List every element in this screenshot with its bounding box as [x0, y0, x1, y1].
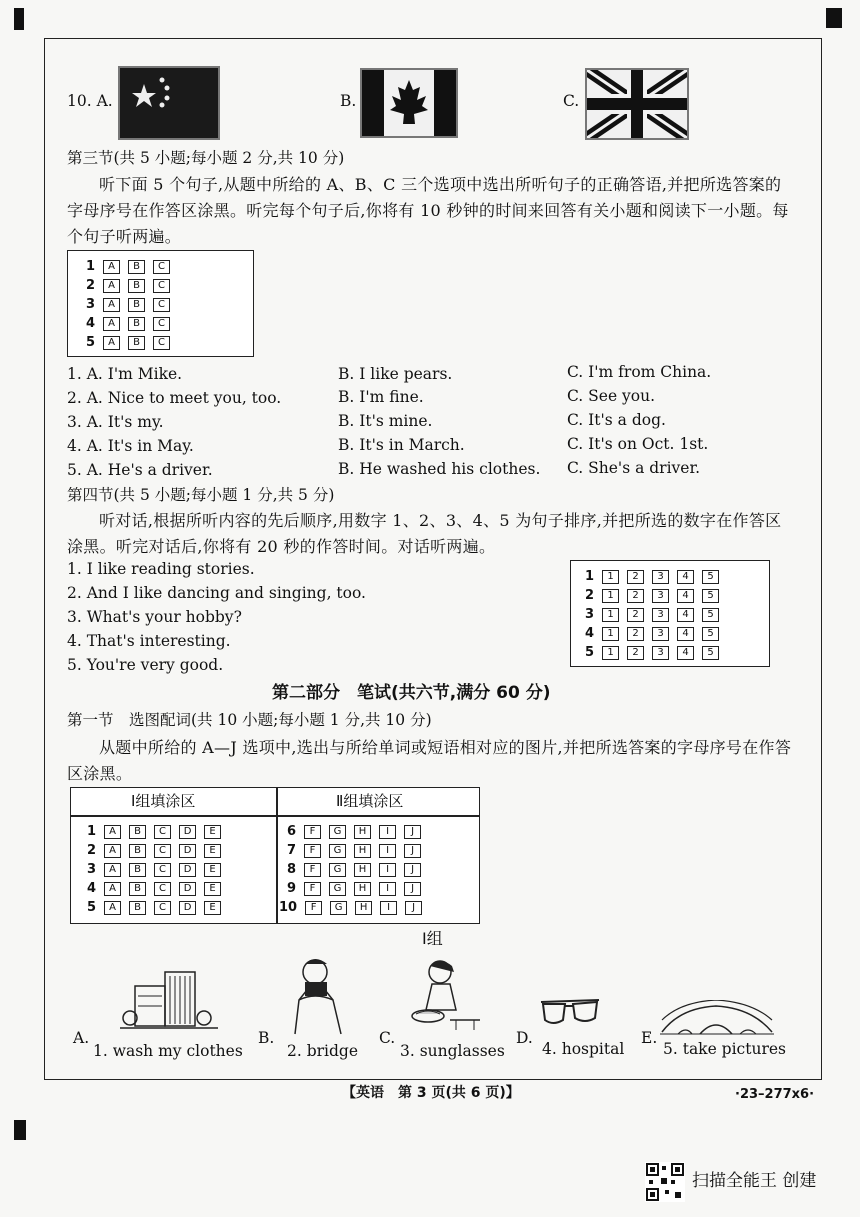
option-a: 5. A. He's a driver.	[67, 461, 213, 479]
option-a: 1. A. I'm Mike.	[67, 365, 183, 383]
group1-title: Ⅰ组填涂区	[131, 792, 196, 810]
picture-label: 2. bridge	[287, 1042, 359, 1060]
option-b: B. It's mine.	[338, 412, 433, 430]
q10-c-label: C.	[563, 92, 580, 110]
group-answer-table	[70, 787, 480, 924]
part2-instructions: 从题中所给的 A—J 选项中,选出与所给单词或短语相对应的图片,并把所选答案的字母序号在作答区涂黑。	[67, 738, 792, 783]
option-a: 4. A. It's in May.	[67, 437, 194, 455]
answer-row[interactable]: 8 F G H I J	[287, 862, 421, 877]
answer-row[interactable]: 9 F G H I J	[287, 881, 421, 896]
option-a: 2. A. Nice to meet you, too.	[67, 389, 282, 407]
sentence-item: 2. And I like dancing and singing, too.	[67, 584, 366, 602]
picture-letter: C.	[379, 1029, 396, 1047]
answer-row[interactable]: 3 A B C D E	[87, 862, 221, 877]
answer-row[interactable]: 3 A B C	[86, 297, 170, 312]
china-flag-image	[118, 66, 220, 140]
exam-code: ·23–277x6·	[735, 1087, 815, 1102]
answer-row[interactable]: 10 F G H I J	[279, 900, 422, 915]
picture-label: 4. hospital	[542, 1040, 625, 1058]
picture-letter: B.	[258, 1029, 275, 1047]
registration-mark	[14, 1120, 26, 1140]
picture-letter: E.	[641, 1029, 658, 1047]
option-b: B. I like pears.	[338, 365, 453, 383]
option-c: C. See you.	[567, 387, 656, 405]
option-b: B. It's in March.	[338, 436, 465, 454]
page-footer: 【英语 第 3 页(共 6 页)】	[342, 1085, 520, 1101]
section3-answer-box	[67, 250, 254, 357]
answer-row[interactable]: 5 1 2 3 4 5	[585, 645, 719, 660]
sentence-item: 1. I like reading stories.	[67, 560, 255, 578]
sentence-item: 5. You're very good.	[67, 656, 224, 674]
q10-a-label: 10. A.	[67, 92, 113, 110]
washing-clothes-icon	[410, 954, 485, 1034]
pictures-title: Ⅰ组	[422, 929, 443, 948]
option-a: 3. A. It's my.	[67, 413, 164, 431]
picture-letter: D.	[516, 1029, 533, 1047]
answer-row[interactable]: 6 F G H I J	[287, 824, 421, 839]
picture-label: 1. wash my clothes	[93, 1042, 243, 1060]
q10-b-label: B.	[340, 92, 357, 110]
answer-row[interactable]: 4 1 2 3 4 5	[585, 626, 719, 641]
picture-letter: A.	[73, 1029, 90, 1047]
hospital-building-icon	[120, 966, 220, 1036]
section4-instructions: 听对话,根据所听内容的先后顺序,用数字 1、2、3、4、5 为句子排序,并把所选的数字在作答区涂黑。听完对话后,你将有 20 秒的作答时间。对话听两遍。	[67, 511, 782, 556]
part2-subheading: 第一节 选图配词(共 10 小题;每小题 1 分,共 10 分)	[67, 711, 432, 729]
answer-row[interactable]: 4 A B C D E	[87, 881, 221, 896]
sentence-item: 4. That's interesting.	[67, 632, 231, 650]
registration-mark	[14, 8, 24, 30]
option-c: C. She's a driver.	[567, 459, 701, 477]
photographer-icon	[285, 956, 355, 1036]
table-divider	[276, 788, 278, 923]
qr-code-icon	[645, 1162, 685, 1202]
canada-flag-image	[360, 68, 458, 138]
uk-flag-image	[585, 68, 689, 140]
picture-label: 5. take pictures	[663, 1040, 786, 1058]
sentence-item: 3. What's your hobby?	[67, 608, 242, 626]
option-b: B. He washed his clothes.	[338, 460, 541, 478]
table-header-divider	[71, 815, 479, 817]
section3-instructions: 听下面 5 个句子,从题中所给的 A、B、C 三个选项中选出所听句子的正确答语,并把所选答案的字母序号在作答区涂黑。听完每个句子后,你将有 10 秒钟的时间来回答有关小题和阅读下一小题。每个句子听两遍。	[67, 175, 789, 246]
section4-heading: 第四节(共 5 小题;每小题 1 分,共 5 分)	[67, 486, 335, 504]
bridge-icon	[660, 1000, 775, 1040]
picture-label: 3. sunglasses	[400, 1042, 505, 1060]
answer-row[interactable]: 5 A B C	[86, 335, 170, 350]
registration-mark	[826, 8, 842, 28]
answer-row[interactable]: 1 A B C D E	[87, 824, 221, 839]
option-b: B. I'm fine.	[338, 388, 424, 406]
watermark-text: 扫描全能王 创建	[692, 1171, 817, 1191]
part2-heading: 第二部分 笔试(共六节,满分 60 分)	[272, 683, 551, 703]
option-c: C. I'm from China.	[567, 363, 712, 381]
answer-row[interactable]: 7 F G H I J	[287, 843, 421, 858]
answer-row[interactable]: 2 1 2 3 4 5	[585, 588, 719, 603]
section3-heading: 第三节(共 5 小题;每小题 2 分,共 10 分)	[67, 149, 345, 167]
option-c: C. It's a dog.	[567, 411, 666, 429]
answer-row[interactable]: 4 A B C	[86, 316, 170, 331]
group2-title: Ⅱ组填涂区	[336, 792, 404, 810]
answer-row[interactable]: 1 A B C	[86, 259, 170, 274]
sunglasses-icon	[537, 996, 607, 1036]
answer-row[interactable]: 2 A B C D E	[87, 843, 221, 858]
answer-row[interactable]: 3 1 2 3 4 5	[585, 607, 719, 622]
section4-answer-box	[570, 560, 770, 667]
answer-row[interactable]: 2 A B C	[86, 278, 170, 293]
option-c: C. It's on Oct. 1st.	[567, 435, 709, 453]
answer-row[interactable]: 5 A B C D E	[87, 900, 221, 915]
answer-row[interactable]: 1 1 2 3 4 5	[585, 569, 719, 584]
